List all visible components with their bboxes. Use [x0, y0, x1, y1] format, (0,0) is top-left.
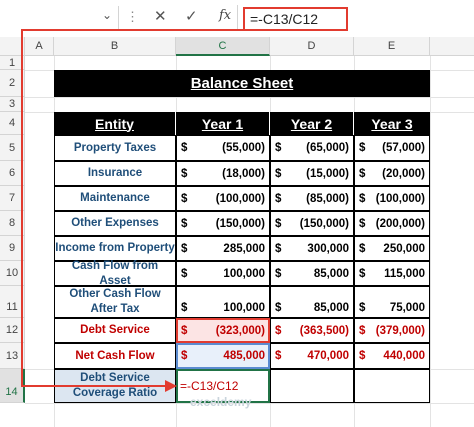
cell-value: (363,500) — [299, 324, 349, 337]
cell-value: (20,000) — [382, 167, 425, 180]
close-icon[interactable]: ✕ — [154, 8, 167, 25]
column-header-a[interactable]: A — [25, 37, 54, 56]
cell-value: (200,000) — [375, 217, 425, 230]
row-header-14[interactable]: 14 — [0, 369, 25, 403]
cell-value: 470,000 — [307, 350, 349, 362]
annotation-arrow-line — [21, 385, 167, 387]
currency-symbol: $ — [181, 350, 188, 362]
cell-value: 115,000 — [384, 267, 425, 280]
row-header-12[interactable]: 12 — [0, 318, 25, 343]
row-header-11[interactable]: 11 — [0, 286, 25, 318]
cell-value: 75,000 — [389, 302, 425, 314]
entity-cell[interactable]: Cash Flow from Asset — [54, 261, 176, 286]
entity-cell[interactable]: Maintenance — [54, 186, 176, 211]
row-header-10[interactable]: 10 — [0, 261, 25, 286]
currency-symbol: $ — [181, 242, 188, 255]
currency-symbol: $ — [359, 242, 366, 255]
cell-value: (57,000) — [382, 142, 425, 154]
formula-bar — [0, 0, 474, 38]
year-1-cell[interactable] — [176, 161, 270, 186]
year-2-cell[interactable] — [270, 286, 354, 318]
currency-symbol: $ — [359, 267, 366, 280]
year-2-cell[interactable] — [270, 261, 354, 286]
currency-symbol: $ — [181, 217, 188, 230]
currency-symbol: $ — [275, 142, 282, 154]
chevron-down-icon[interactable]: ⌄ — [101, 8, 112, 22]
row-header-13[interactable]: 13 — [0, 343, 25, 369]
year-1-cell[interactable] — [176, 261, 270, 286]
row-header-9[interactable]: 9 — [0, 236, 25, 261]
insert-function-icon[interactable]: fx — [219, 8, 232, 23]
row-header-3[interactable]: 3 — [0, 97, 25, 112]
currency-symbol: $ — [181, 324, 188, 337]
cell-value: (100,000) — [215, 192, 265, 205]
cell-value: 85,000 — [313, 302, 349, 314]
year-2-cell[interactable] — [270, 161, 354, 186]
year-3-cell[interactable] — [354, 211, 430, 236]
column-header-e[interactable]: E — [354, 37, 430, 56]
year-3-cell[interactable] — [354, 186, 430, 211]
header-year-3[interactable]: Year 3 — [354, 112, 430, 135]
year-2-cell[interactable] — [270, 186, 354, 211]
entity-cell[interactable]: Debt Service — [54, 318, 176, 343]
entity-cell[interactable]: Other Cash Flow After Tax — [54, 286, 176, 318]
cell-e14[interactable] — [354, 369, 430, 403]
gridline — [25, 97, 474, 98]
cell-value: (18,000) — [222, 167, 265, 180]
cell-value: 250,000 — [383, 242, 425, 255]
entity-cell[interactable]: Property Taxes — [54, 135, 176, 161]
cell-value: 300,000 — [307, 242, 349, 255]
column-header-b[interactable]: B — [54, 37, 176, 56]
year-1-cell[interactable] — [176, 236, 270, 261]
row-header-5[interactable]: 5 — [0, 135, 25, 161]
year-2-cell[interactable] — [270, 318, 354, 343]
currency-symbol: $ — [359, 302, 366, 314]
cell-value: 485,000 — [223, 350, 265, 362]
year-1-cell[interactable] — [176, 135, 270, 161]
year-2-cell[interactable] — [270, 236, 354, 261]
active-cell-c14[interactable]: =-C13/C12 — [176, 369, 270, 403]
year-3-cell[interactable] — [354, 261, 430, 286]
year-3-cell[interactable] — [354, 343, 430, 369]
currency-symbol: $ — [181, 192, 188, 205]
year-2-cell[interactable] — [270, 135, 354, 161]
annotation-arrow-line — [21, 29, 23, 386]
cell-value: 85,000 — [313, 267, 349, 280]
year-1-cell[interactable] — [176, 211, 270, 236]
year-1-cell[interactable] — [176, 286, 270, 318]
year-3-cell[interactable] — [354, 161, 430, 186]
header-year-2[interactable]: Year 2 — [270, 112, 354, 135]
year-3-cell[interactable] — [354, 135, 430, 161]
currency-symbol: $ — [275, 242, 282, 255]
entity-cell[interactable]: Insurance — [54, 161, 176, 186]
entity-cell[interactable]: Net Cash Flow — [54, 343, 176, 369]
header-entity[interactable]: Entity — [54, 112, 176, 135]
cell-value: (100,000) — [375, 192, 425, 205]
watermark-logo: exceldemy — [190, 395, 252, 409]
currency-symbol: $ — [275, 350, 282, 362]
cell-value: (323,000) — [215, 324, 265, 337]
currency-symbol: $ — [359, 217, 366, 230]
year-3-cell[interactable] — [354, 286, 430, 318]
cell-value: (55,000) — [222, 142, 265, 154]
row-header-8[interactable]: 8 — [0, 211, 25, 236]
cell-value: (150,000) — [299, 217, 349, 230]
formula-input[interactable]: =-C13/C12 — [243, 7, 348, 31]
year-3-cell[interactable] — [354, 318, 430, 343]
year-1-cell[interactable] — [176, 186, 270, 211]
currency-symbol: $ — [181, 267, 188, 280]
annotation-arrow-line — [21, 29, 243, 31]
row-header-4[interactable]: 4 — [0, 112, 25, 135]
currency-symbol: $ — [275, 192, 282, 205]
column-header-c[interactable]: C — [176, 37, 270, 56]
name-box[interactable] — [0, 6, 119, 30]
check-icon[interactable]: ✓ — [185, 8, 198, 25]
currency-symbol: $ — [359, 142, 366, 154]
cell-value: (379,000) — [375, 324, 425, 337]
currency-symbol: $ — [359, 167, 366, 180]
year-2-cell[interactable] — [270, 211, 354, 236]
entity-cell[interactable]: Income from Property — [54, 236, 176, 261]
currency-symbol: $ — [359, 324, 366, 337]
header-year-1[interactable]: Year 1 — [176, 112, 270, 135]
currency-symbol: $ — [275, 267, 282, 280]
row-header-6[interactable]: 6 — [0, 161, 25, 186]
currency-symbol: $ — [275, 302, 282, 314]
row-header-7[interactable]: 7 — [0, 186, 25, 211]
sheet-title[interactable]: Balance Sheet — [54, 70, 430, 97]
year-1-cell[interactable] — [176, 343, 270, 369]
cell-value: 100,000 — [223, 267, 265, 280]
currency-symbol: $ — [359, 192, 366, 205]
column-header-d[interactable]: D — [270, 37, 354, 56]
year-3-cell[interactable] — [354, 236, 430, 261]
cell-value: (150,000) — [215, 217, 265, 230]
row-header-1[interactable]: 1 — [0, 56, 25, 70]
currency-symbol: $ — [275, 167, 282, 180]
cell-value: 285,000 — [223, 242, 265, 255]
cell-value: 440,000 — [383, 350, 425, 362]
year-2-cell[interactable] — [270, 343, 354, 369]
arrow-head-icon — [165, 380, 177, 392]
cell-value: (65,000) — [306, 142, 349, 154]
cell-value: 100,000 — [223, 302, 265, 314]
currency-symbol: $ — [181, 142, 188, 154]
divider — [237, 5, 238, 31]
cell-value: (15,000) — [306, 167, 349, 180]
currency-symbol: $ — [181, 302, 188, 314]
cell-value: (85,000) — [306, 192, 349, 205]
currency-symbol: $ — [275, 217, 282, 230]
currency-symbol: $ — [181, 167, 188, 180]
coverage-ratio-label[interactable]: Debt Service Coverage Ratio — [54, 369, 176, 403]
currency-symbol: $ — [359, 350, 366, 362]
row-header-2[interactable]: 2 — [0, 70, 25, 97]
entity-cell[interactable]: Other Expenses — [54, 211, 176, 236]
more-options-icon[interactable]: ⋮ — [126, 9, 139, 24]
cell-d14[interactable] — [270, 369, 354, 403]
currency-symbol: $ — [275, 324, 282, 337]
column-header-f[interactable] — [430, 37, 474, 56]
year-1-cell[interactable] — [176, 318, 270, 343]
